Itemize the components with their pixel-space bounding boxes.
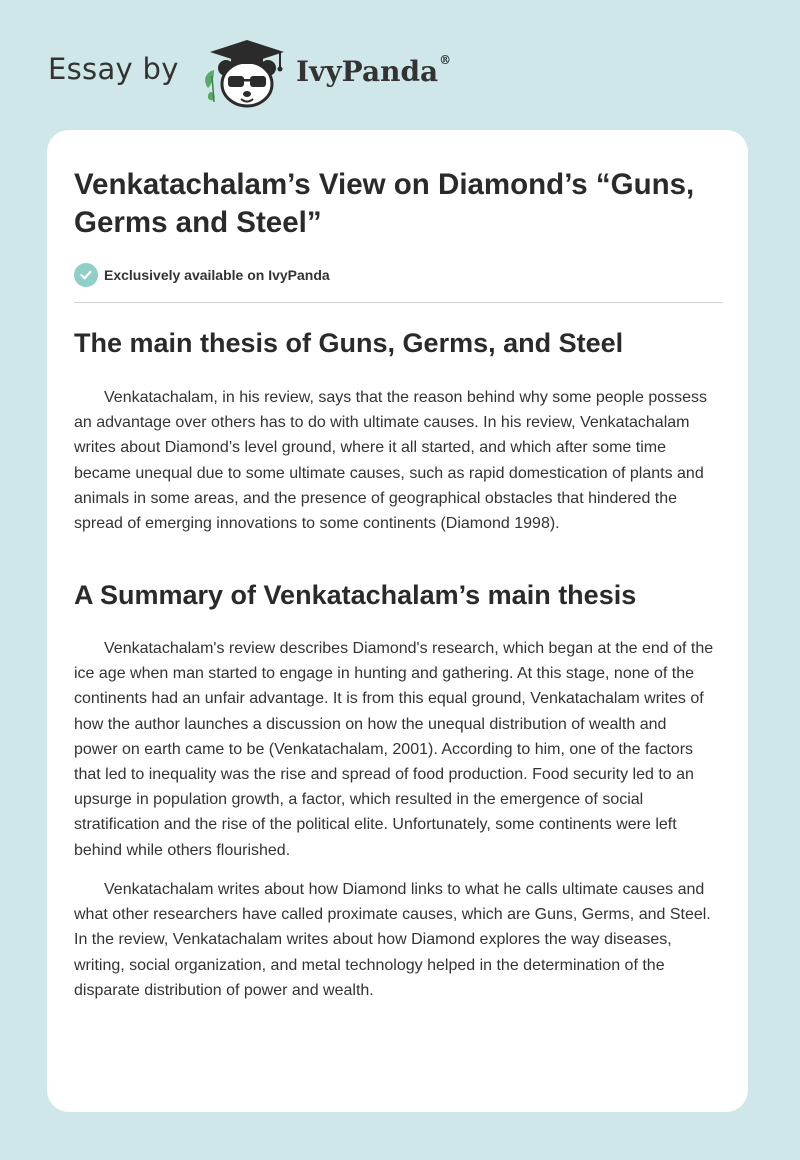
exclusive-badge xyxy=(74,263,330,287)
essay-by-label: Essay by xyxy=(48,52,179,86)
section-heading-main-thesis: The main thesis of Guns, Germs, and Steel xyxy=(74,328,624,358)
brand-name[interactable] xyxy=(296,55,451,88)
paragraph-main-thesis: Venkatachalam, in his review, says that the reason behind why some people possess an advantage over others has to do with ultimate causes. In his review, Venkatachalam writes about Diamond’s level ground, where it all started, and which after some time became unequal due to some ultimate causes, such as rapid domestication of plants and animals in some areas, and the presence of geographical obstacles that hindered the spread of emerging innovations to some continents (Diamond 1998). xyxy=(74,389,708,533)
section-heading-summary: A Summary of Venkatachalam’s main thesis xyxy=(74,580,637,610)
paragraph-summary-2: Venkatachalam writes about how Diamond links to what he calls ultimate causes and what other researchers have called proximate causes, which are Guns, Germs, and Steel. In the review, Venkatachalam writes about how Diamond explores the way diseases, writing, social organization, and metal technology helped in the determination of the disparate distribution of power and wealth. xyxy=(74,881,711,999)
panda-graduate-icon[interactable] xyxy=(200,36,292,110)
site-header xyxy=(0,0,800,120)
divider xyxy=(74,302,723,303)
check-circle-icon xyxy=(74,263,98,287)
paragraph-summary-1: Venkatachalam's review describes Diamond's research, which began at the end of the ice age when man started to engage in hunting and gathering. At this stage, none of the continents had an unfair advantage. It is from this equal ground, Venkatachalam writes of how the author launches a discussion on how the unequal distribution of wealth and power on earth came to be (Venkatachalam, 2001). According to him, one of the factors that led to inequality was the rise and spread of food production. Food security led to an upsurge in population growth, a factor, which resulted in the emergence of social stratification and the rise of the political elite. Unfortunately, some continents were left behind while others flourished. xyxy=(74,640,714,859)
trademark-symbol: ® xyxy=(439,53,452,67)
brand-text: IvyPanda xyxy=(296,55,439,88)
badge-text: Exclusively available on IvyPanda xyxy=(104,267,330,283)
essay-title: Venkatachalam’s View on Diamond’s “Guns, Germs and Steel” xyxy=(74,168,695,239)
essay-card xyxy=(47,130,748,1112)
